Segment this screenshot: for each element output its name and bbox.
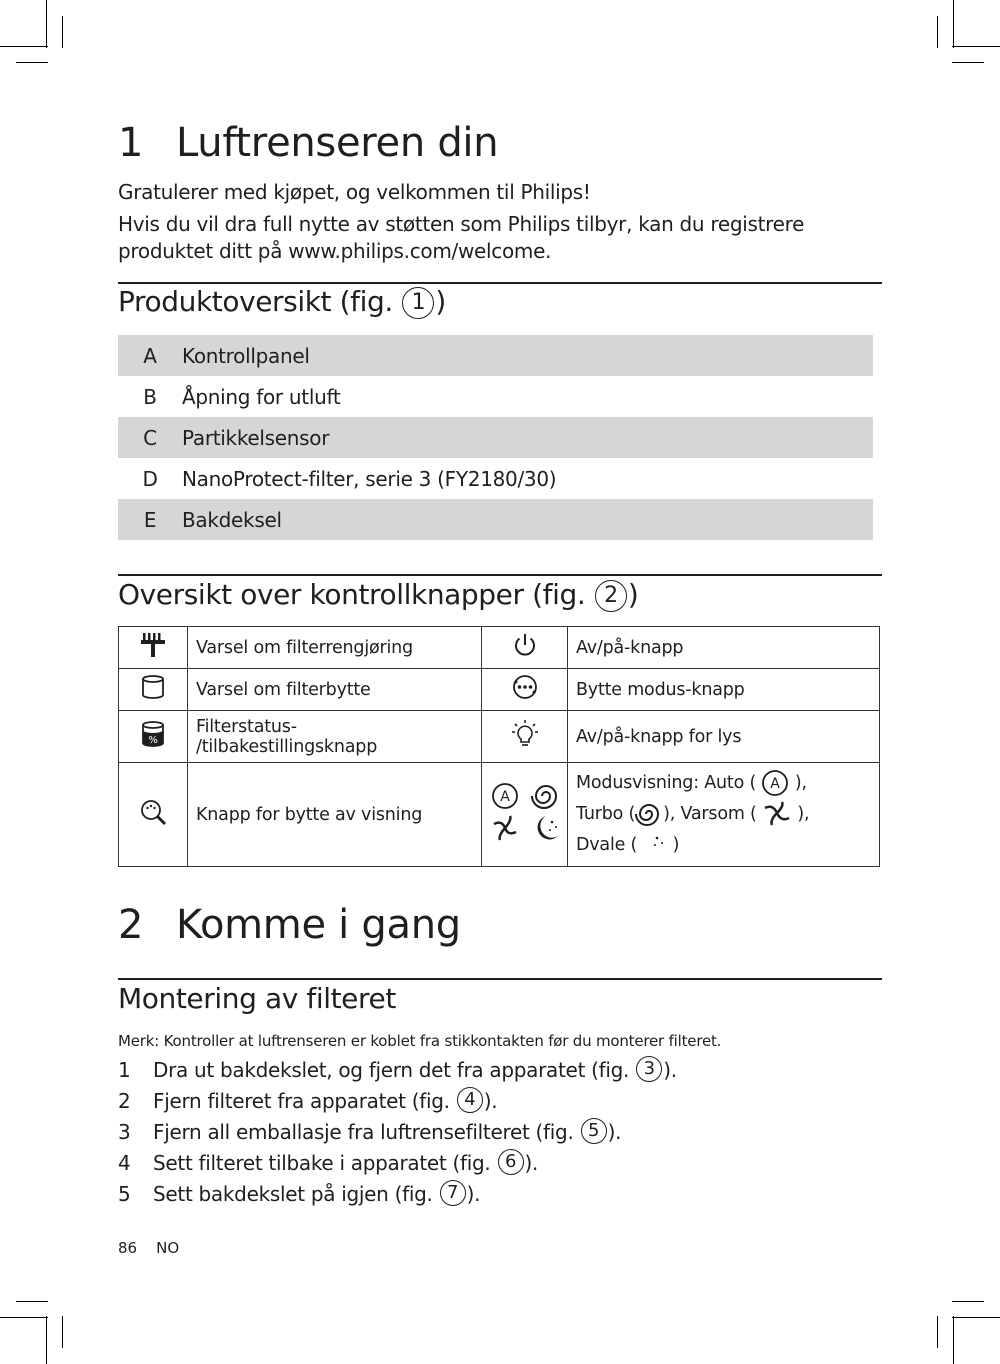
- intro-register-line-2: produktet ditt på www.philips.com/welcome.: [118, 239, 552, 263]
- part-letter: E: [118, 499, 182, 540]
- intro: [118, 179, 878, 265]
- step-text: Dra ut bakdekslet, og fjern det fra apparatet (fig.: [153, 1058, 630, 1082]
- step-number: 1: [118, 1058, 131, 1082]
- varsom-mode-icon: [762, 800, 792, 828]
- page-footer: [118, 1239, 179, 1257]
- section-number: 2: [118, 902, 144, 948]
- intro-register-line-1: Hvis du vil dra full nytte av støtten som Philips tilbyr, kan du registrere: [118, 212, 805, 236]
- controls-row: [119, 711, 880, 763]
- mode-line: [576, 799, 871, 830]
- mode-text: Dvale (: [576, 835, 638, 855]
- step-item: [118, 1148, 677, 1179]
- display-switch-icon: [119, 763, 188, 867]
- section-1-heading: [118, 120, 498, 166]
- section-title: Luftrenseren din: [176, 120, 499, 166]
- section-rule: [118, 574, 882, 576]
- section-rule: [118, 978, 882, 980]
- figure-number: 1: [402, 287, 434, 319]
- note-label: Merk:: [118, 1032, 160, 1050]
- figure-number: 6: [498, 1149, 524, 1175]
- step-number: 3: [118, 1120, 131, 1144]
- intro-greeting: Gratulerer med kjøpet, og velkommen til Philips!: [118, 180, 591, 204]
- step-text-end: ).: [607, 1120, 622, 1144]
- mode-text: ), Varsom (: [663, 804, 757, 824]
- mode-text: ),: [797, 804, 810, 824]
- turbo-mode-icon: [635, 800, 663, 828]
- mode-line: [576, 768, 871, 799]
- control-label: Av/på-knapp: [568, 627, 880, 669]
- step-item: [118, 1086, 677, 1117]
- step-text: Sett filteret tilbake i apparatet (fig.: [153, 1151, 491, 1175]
- step-item: [118, 1117, 677, 1148]
- part-letter: D: [142, 466, 158, 491]
- step-item: [118, 1179, 677, 1210]
- control-label: Av/på-knapp for lys: [568, 711, 880, 763]
- part-label: Bakdeksel: [182, 499, 873, 540]
- section-title: Komme i gang: [176, 902, 461, 948]
- mode-text: Modusvisning: Auto (: [576, 773, 757, 793]
- control-label: Varsel om filterrengjøring: [188, 627, 482, 669]
- section-number: 1: [118, 120, 144, 166]
- note: [118, 1032, 721, 1050]
- heading-text: Produktoversikt (fig.: [118, 285, 393, 318]
- page-number: 86: [118, 1239, 138, 1257]
- section-rule: [118, 282, 882, 284]
- svg-text:%: %: [148, 735, 158, 746]
- control-label: [188, 711, 482, 763]
- power-icon: [482, 627, 568, 669]
- parts-row: [118, 335, 873, 376]
- control-label: Bytte modus-knapp: [568, 669, 880, 711]
- controls-heading: [118, 578, 638, 612]
- part-letter: B: [143, 384, 157, 409]
- step-number: 4: [118, 1151, 131, 1175]
- controls-table: [118, 626, 880, 867]
- mode-description: [568, 763, 880, 867]
- control-label: Knapp for bytte av visning: [188, 763, 482, 867]
- heading-text: Oversikt over kontrollknapper (fig.: [118, 578, 586, 611]
- mode-icons-graphic: [488, 780, 562, 844]
- mode-text: ),: [794, 773, 807, 793]
- turbo-mode-icon: [532, 786, 556, 808]
- control-label: Varsel om filterbytte: [188, 669, 482, 711]
- step-text: Fjern all emballasje fra luftrensefilteret (fig.: [153, 1120, 574, 1144]
- controls-row: [119, 627, 880, 669]
- filter-cleaning-icon: [119, 627, 188, 669]
- section-2-heading: [118, 902, 461, 948]
- control-label-line: Filterstatus-: [196, 716, 297, 737]
- part-label: Partikkelsensor: [182, 417, 873, 458]
- figure-number: 5: [581, 1118, 607, 1144]
- part-label: NanoProtect-filter, serie 3 (FY2180/30): [182, 466, 557, 491]
- step-text-end: ).: [466, 1182, 481, 1206]
- controls-row: [119, 669, 880, 711]
- controls-row: [119, 763, 880, 867]
- parts-row: [118, 417, 873, 458]
- auto-mode-icon: A: [499, 789, 510, 805]
- step-text: Sett bakdekslet på igjen (fig.: [153, 1182, 433, 1206]
- note-text: Kontroller at luftrenseren er koblet fra stikkontakten før du monterer filteret.: [163, 1032, 722, 1050]
- part-letter: A: [118, 335, 182, 376]
- figure-number: 7: [440, 1180, 466, 1206]
- step-text-end: ).: [524, 1151, 539, 1175]
- step-item: [118, 1055, 677, 1086]
- part-label: Åpning for utluft: [182, 384, 341, 409]
- part-letter: C: [118, 417, 182, 458]
- figure-number: 4: [457, 1087, 483, 1113]
- step-text-end: ).: [483, 1089, 498, 1113]
- mode-switch-icon: [482, 669, 568, 711]
- heading-close: ): [627, 578, 639, 611]
- language-code: NO: [156, 1239, 180, 1257]
- figure-number: 2: [595, 580, 627, 612]
- steps-list: [118, 1055, 677, 1210]
- step-number: 5: [118, 1182, 131, 1206]
- auto-mode-icon: [761, 769, 789, 797]
- step-text: Fjern filteret fra apparatet (fig.: [153, 1089, 450, 1113]
- parts-row: [118, 376, 873, 417]
- sleep-mode-icon: [637, 831, 667, 859]
- filter-replace-icon: [119, 669, 188, 711]
- filter-status-icon: [119, 711, 188, 763]
- sleep-mode-icon: [537, 816, 557, 839]
- step-number: 2: [118, 1089, 131, 1113]
- part-label: Kontrollpanel: [182, 335, 873, 376]
- mode-text: ): [672, 835, 680, 855]
- parts-table: [118, 335, 873, 540]
- heading-close: ): [435, 285, 446, 318]
- filter-mounting-heading: Montering av filteret: [118, 982, 396, 1015]
- step-text-end: ).: [663, 1058, 677, 1082]
- mode-line: [576, 830, 871, 861]
- product-overview-heading: [118, 285, 446, 319]
- figure-number: 3: [636, 1056, 662, 1082]
- parts-row: [118, 458, 873, 499]
- mode-icons: [482, 763, 568, 867]
- mode-text: Turbo (: [576, 804, 636, 824]
- control-label-line: /tilbakestillingsknapp: [196, 736, 378, 757]
- auto-mode-letter: A: [770, 776, 781, 792]
- parts-row: [118, 499, 873, 540]
- varsom-mode-icon: [494, 816, 516, 840]
- light-icon: [482, 711, 568, 763]
